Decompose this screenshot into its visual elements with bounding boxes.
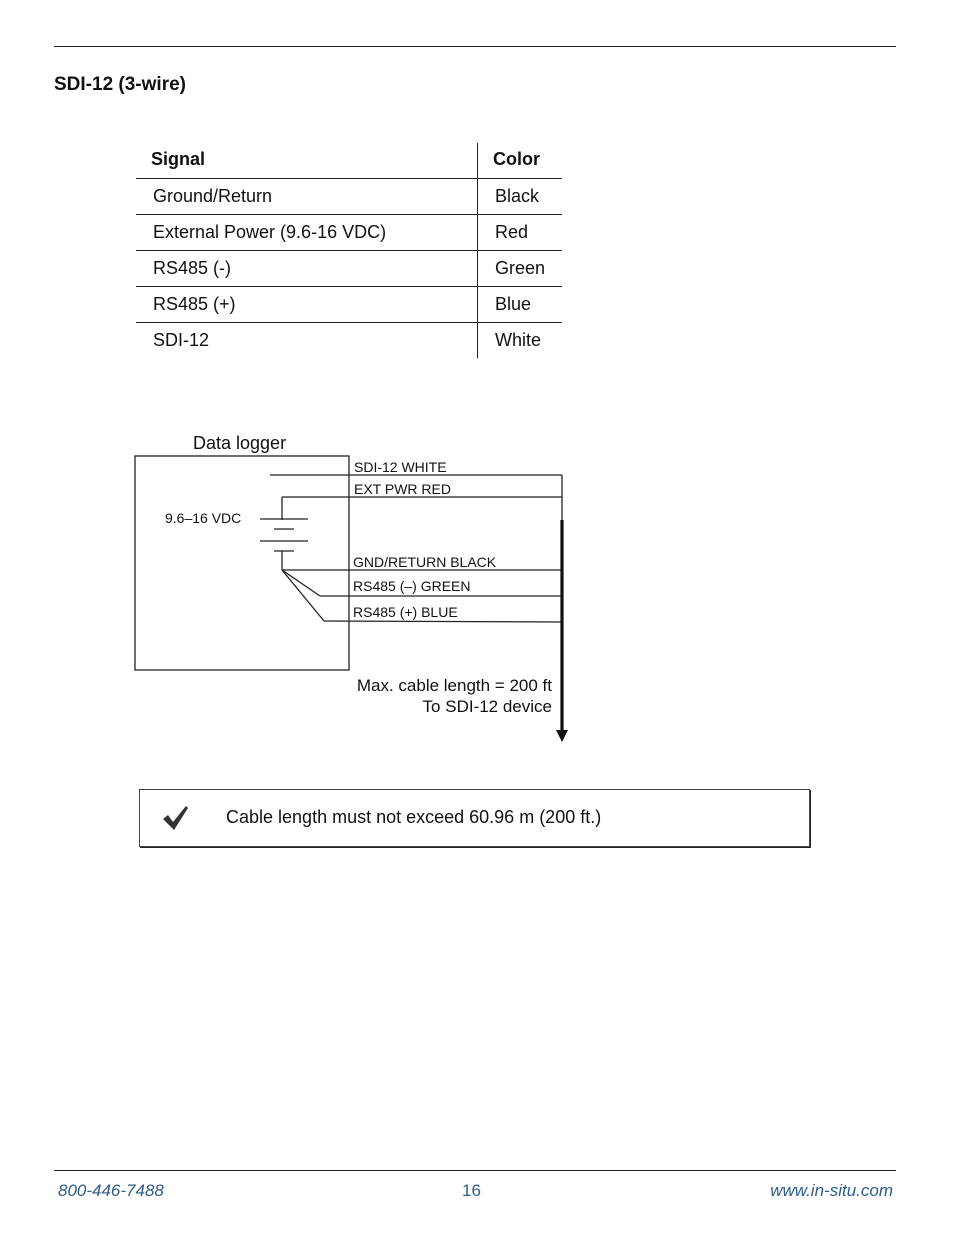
header-rule [54, 46, 896, 47]
signal-cell: External Power (9.6-16 VDC) [136, 215, 477, 251]
wiring-diagram [120, 425, 580, 755]
table-row [136, 179, 562, 215]
color-cell: White [494, 330, 541, 350]
color-cell: Black [477, 179, 562, 215]
wire-rs485-pos [324, 621, 562, 622]
note-box [139, 789, 810, 847]
wire-label-rs485-neg: RS485 (–) GREEN [353, 578, 471, 594]
section-title: SDI-12 (3-wire) [54, 74, 186, 95]
data-logger-label: Data logger [193, 433, 287, 453]
footer-page-number: 16 [462, 1181, 481, 1200]
checkmark-icon [160, 804, 190, 832]
wire-rs485-pos-branch [282, 570, 324, 621]
cable-note-line1: Max. cable length = 200 ft [356, 676, 552, 695]
table-header-row [136, 143, 562, 179]
data-logger-box [135, 456, 349, 670]
wire-label-gnd: GND/RETURN BLACK [353, 554, 497, 570]
table-row [136, 287, 562, 323]
footer-website[interactable]: www.in-situ.com [770, 1181, 893, 1200]
footer-rule [54, 1170, 896, 1171]
cable-arrow-icon [556, 730, 568, 742]
wire-label-sdi12: SDI-12 WHITE [354, 459, 447, 475]
column-header-signal: Signal [136, 143, 477, 179]
signal-cell: SDI-12 [136, 323, 477, 359]
table-row [136, 215, 562, 251]
color-cell: Blue [477, 287, 562, 323]
signal-color-table [136, 143, 562, 358]
cable-note-line2: To SDI-12 device [422, 697, 552, 716]
color-cell: Red [477, 215, 562, 251]
signal-cell: Ground/Return [136, 179, 477, 215]
signal-cell: RS485 (-) [136, 251, 477, 287]
table-row [136, 251, 562, 287]
signal-cell: RS485 (+) [136, 287, 477, 323]
voltage-label: 9.6–16 VDC [165, 510, 242, 526]
note-text: Cable length must not exceed 60.96 m (200 ft.) [226, 807, 602, 827]
table-row [136, 323, 562, 359]
footer-phone: 800-446-7488 [58, 1181, 164, 1200]
column-header-color: Color [477, 143, 562, 179]
wire-label-ext-pwr: EXT PWR RED [354, 481, 451, 497]
color-cell: Green [477, 251, 562, 287]
wire-label-rs485-pos: RS485 (+) BLUE [353, 604, 458, 620]
